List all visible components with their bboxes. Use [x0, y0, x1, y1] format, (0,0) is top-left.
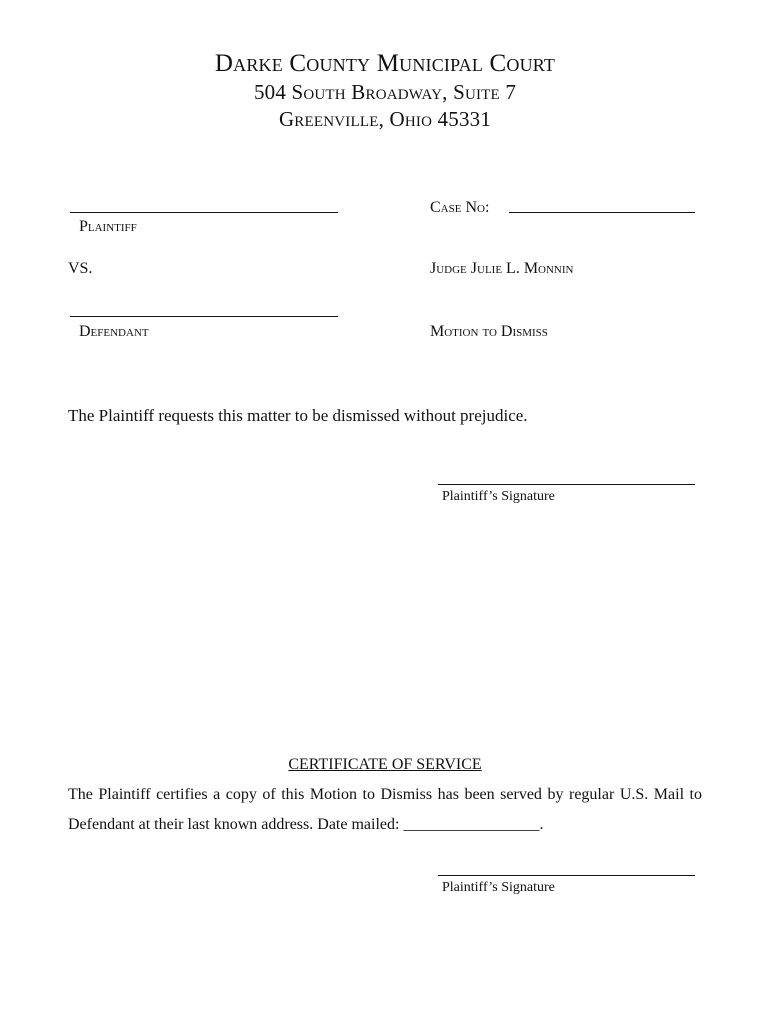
motion-request-text: The Plaintiff requests this matter to be dismissed without prejudice.: [68, 406, 528, 425]
plaintiff-label: Plaintiff: [79, 218, 137, 235]
court-name: Darke County Municipal Court: [214, 50, 556, 77]
case-no-line[interactable]: [509, 212, 695, 213]
judge-label: Judge Julie L. Monnin: [430, 260, 574, 277]
signature-label-certificate: Plaintiff’s Signature: [442, 880, 555, 895]
signature-label-motion: Plaintiff’s Signature: [442, 489, 555, 504]
case-no-label: Case No:: [430, 199, 490, 216]
signature-line-certificate[interactable]: [438, 875, 695, 876]
certificate-title: CERTIFICATE OF SERVICE: [288, 756, 482, 773]
certificate-line-2: Defendant at their last known address. Date mailed: _________________.: [68, 816, 544, 833]
court-city: Greenville, Ohio 45331: [278, 107, 492, 131]
motion-title: Motion to Dismiss: [430, 323, 548, 340]
signature-line-motion[interactable]: [438, 484, 695, 485]
vs-label: VS.: [68, 260, 93, 277]
certificate-line-1: The Plaintiff certifies a copy of this Motion to Dismiss has been served by regular U.S. Mail to: [68, 786, 702, 803]
defendant-label: Defendant: [79, 323, 149, 340]
defendant-name-line[interactable]: [70, 316, 338, 317]
plaintiff-name-line[interactable]: [70, 212, 338, 213]
court-address: 504 South Broadway, Suite 7: [253, 80, 517, 104]
